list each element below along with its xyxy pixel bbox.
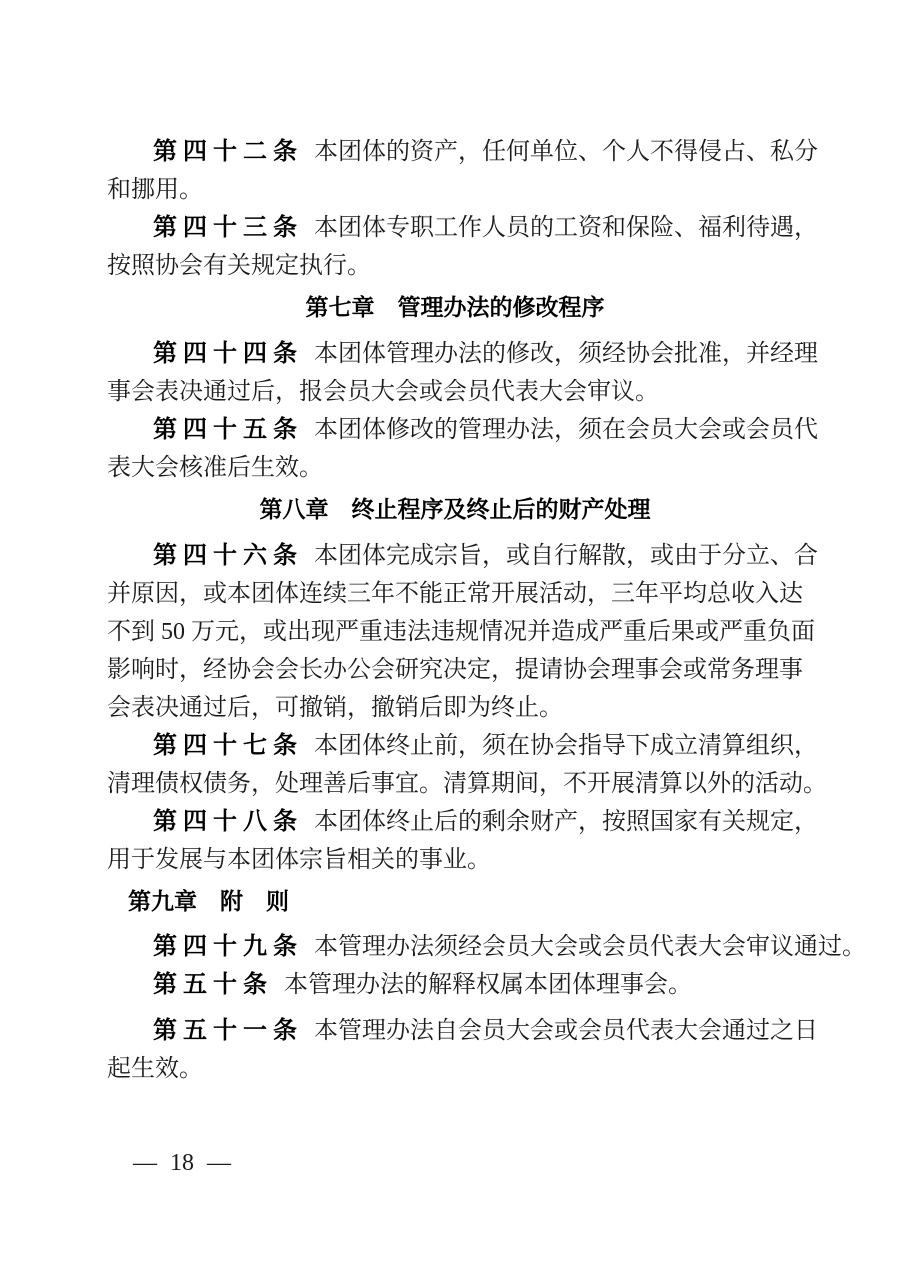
article-42-text-cont: 和挪用。: [107, 177, 203, 203]
page-footer: [133, 1148, 231, 1178]
article-46-text-cont-4: 会表决通过后，可撤销，撤销后即为终止。: [107, 695, 563, 721]
article-42-line-1: [107, 133, 818, 171]
article-45-number: 第四十五条: [153, 417, 303, 443]
document-body: [107, 133, 866, 1088]
footer-dash-right: —: [207, 1150, 231, 1176]
article-46-number: 第四十六条: [153, 543, 303, 569]
article-49-number: 第四十九条: [153, 934, 303, 960]
article-47-line-1: [107, 727, 818, 765]
article-48-text-cont: 用于发展与本团体宗旨相关的事业。: [107, 847, 491, 873]
article-45-line-1: [107, 411, 818, 449]
article-46-text-cont-2: 不到 50 万元，或出现严重违法违规情况并造成严重后果或严重负面: [107, 619, 815, 645]
article-43-line-1: [107, 209, 818, 247]
chapter-9-heading: 第九章 附 则: [128, 888, 289, 914]
article-50-line-1: [107, 966, 803, 1004]
article-45-text-cont: 表大会核准后生效。: [107, 455, 323, 481]
article-46-text-cont-3: 影响时，经协会会长办公会研究决定，提请协会理事会或常务理事: [107, 657, 803, 683]
article-48-number: 第四十八条: [153, 809, 303, 835]
article-42-number: 第四十二条: [153, 139, 303, 165]
article-51-text: 本管理办法自会员大会或会员代表大会通过之日: [314, 1018, 818, 1044]
article-49-text: 本管理办法须经会员大会或会员代表大会审议通过。: [314, 934, 866, 960]
article-42-line-2: [107, 171, 803, 209]
article-48-text: 本团体终止后的剩余财产，按照国家有关规定，: [314, 809, 818, 835]
article-42-text: 本团体的资产，任何单位、个人不得侵占、私分: [314, 139, 818, 165]
article-44-text: 本团体管理办法的修改，须经协会批准，并经理: [314, 341, 818, 367]
article-43-number: 第四十三条: [153, 215, 303, 241]
chapter-7-heading: 第七章 管理办法的修改程序: [305, 294, 605, 320]
article-45-line-2: [107, 449, 803, 487]
article-43-text: 本团体专职工作人员的工资和保险、福利待遇，: [314, 215, 818, 241]
article-47-line-2: [107, 765, 827, 803]
page-number: 18: [170, 1150, 194, 1176]
article-51-number: 第五十一条: [153, 1018, 303, 1044]
article-46-line-2: [107, 575, 803, 613]
article-51-text-cont: 起生效。: [107, 1056, 203, 1082]
article-43-text-cont: 按照协会有关规定执行。: [107, 253, 371, 279]
article-48-line-2: [107, 841, 803, 879]
article-50-number: 第五十条: [153, 972, 273, 998]
article-49-line-1: [107, 928, 866, 966]
article-44-text-cont: 事会表决通过后，报会员大会或会员代表大会审议。: [107, 379, 659, 405]
article-51-line-2: [107, 1050, 803, 1088]
article-47-number: 第四十七条: [153, 733, 303, 759]
article-44-line-2: [107, 373, 803, 411]
article-48-line-1: [107, 803, 818, 841]
article-46-line-1: [107, 537, 818, 575]
article-46-line-3: [107, 613, 815, 651]
chapter-8-heading: 第八章 终止程序及终止后的财产处理: [259, 496, 651, 522]
article-45-text: 本团体修改的管理办法，须在会员大会或会员代: [314, 417, 818, 443]
article-50-text: 本管理办法的解释权属本团体理事会。: [284, 972, 692, 998]
article-46-line-4: [107, 651, 803, 689]
article-47-text: 本团体终止前，须在协会指导下成立清算组织，: [314, 733, 818, 759]
footer-dash-left: —: [133, 1150, 157, 1176]
article-44-line-1: [107, 335, 818, 373]
article-46-text-cont-1: 并原因，或本团体连续三年不能正常开展活动，三年平均总收入达: [107, 581, 803, 607]
article-46-line-5: [107, 689, 803, 727]
article-44-number: 第四十四条: [153, 341, 303, 367]
article-46-text: 本团体完成宗旨，或自行解散，或由于分立、合: [314, 543, 818, 569]
article-43-line-2: [107, 247, 803, 285]
article-47-text-cont: 清理债权债务，处理善后事宜。清算期间，不开展清算以外的活动。: [107, 771, 827, 797]
article-51-line-1: [107, 1012, 818, 1050]
